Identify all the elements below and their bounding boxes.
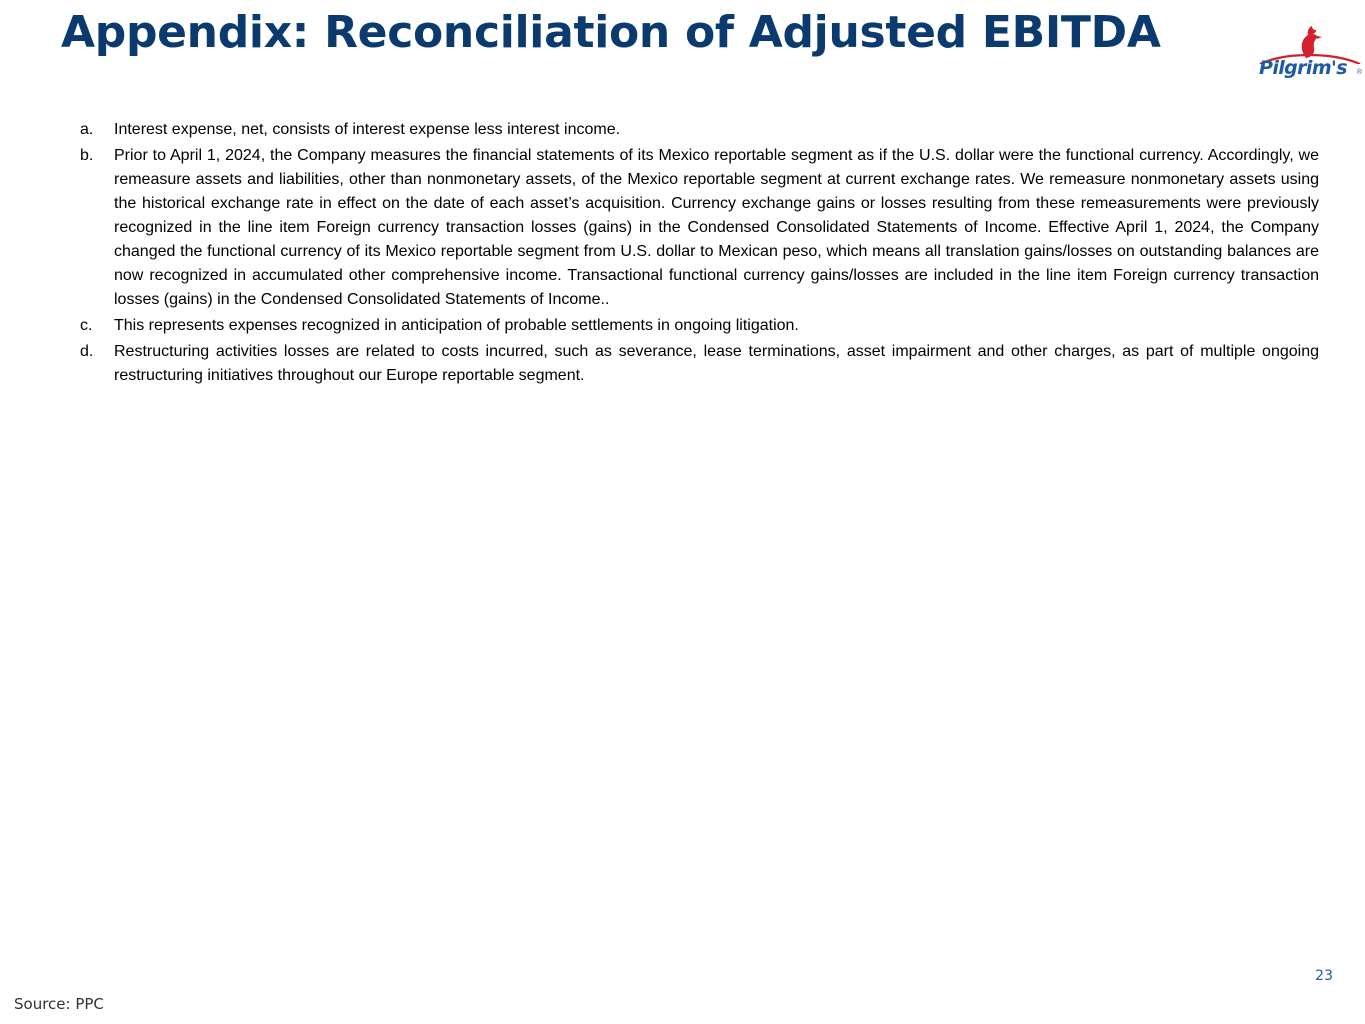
footnote-text: This represents expenses recognized in anticipation of probable settlements in ongoing litigation. (114, 317, 799, 334)
footnote-marker: c. (80, 317, 93, 334)
pilgrims-logo (1256, 24, 1362, 90)
source-note: Source: PPC (14, 995, 104, 1013)
page-number: 23 (1315, 968, 1333, 984)
footnote-text: Prior to April 1, 2024, the Company measures the financial statements of its Mexico reportable segment as if the U.S. dollar were the functional currency. Accordingly, we remeasure assets and liabilities, other than nonmonetary assets, of the Mexico reportable segment at current exchange rates. We remeasure nonmonetary assets using the historical exchange rate in effect on the date of each asset’s acquisition. Currency exchange gains or losses resulting from these remeasurements were previously recognized in the line item Foreign currency transaction losses (gains) in the Condensed Consolidated Statements of Income. Effective April 1, 2024, the Company changed the functional currency of its Mexico reportable segment from U.S. dollar to Mexican peso, which means all translation gains/losses on outstanding balances are now recognized in accumulated other comprehensive income. Transactional functional currency gains/losses are included in the line item Foreign currency transaction losses (gains) in the Condensed Consolidated Statements of Income.. (114, 147, 1319, 308)
footnote-marker: d. (80, 343, 94, 360)
footnote-item (80, 314, 1319, 338)
footnote-item (80, 118, 1319, 142)
footnotes-list (80, 118, 1319, 390)
footnote-item (80, 144, 1319, 312)
footnote-text: Interest expense, net, consists of interest expense less interest income. (114, 121, 621, 138)
footnote-marker: a. (80, 121, 94, 138)
page-title: Appendix: Reconciliation of Adjusted EBITDA (61, 7, 1161, 58)
registered-mark: ® (1356, 69, 1362, 76)
footnote-item (80, 340, 1319, 388)
footnote-text: Restructuring activities losses are related to costs incurred, such as severance, lease terminations, asset impairment and other charges, as part of multiple ongoing restructuring initiatives throughout our Europe reportable segment. (114, 343, 1319, 384)
logo-wordmark: Pilgrim's (1259, 57, 1347, 79)
footnote-marker: b. (80, 147, 94, 164)
